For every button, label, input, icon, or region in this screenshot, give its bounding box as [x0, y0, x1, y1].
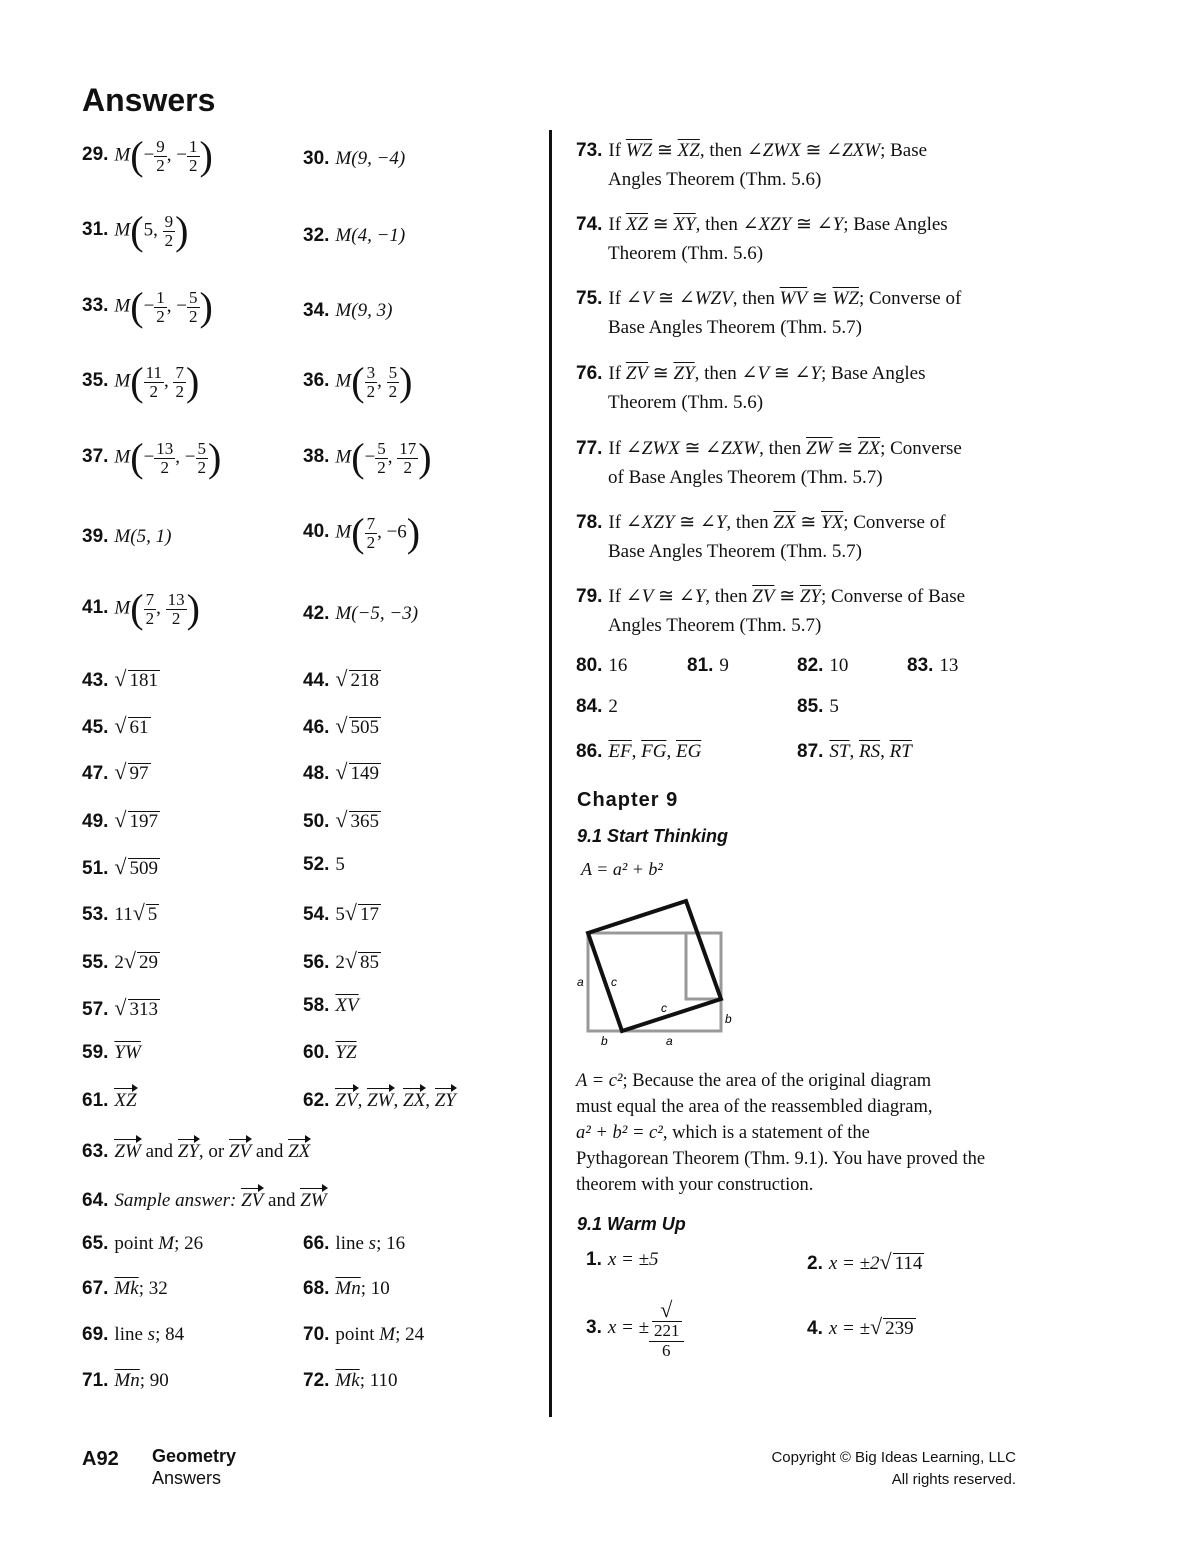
start-thinking-heading: 9.1 Start Thinking — [577, 826, 729, 846]
diagram-label-a-left: a — [577, 975, 584, 989]
answer-55: 55. 2√ 29 — [82, 948, 158, 973]
page-title: Answers — [82, 82, 216, 118]
answer-42: 42. M(−5, −3) — [303, 603, 419, 624]
answer-84: 84. 2 — [576, 696, 618, 717]
answer-35: 35. M( $\frac{11}{2}$ , $\frac{7}{2}$ ) — [82, 359, 200, 404]
answer-47: 47. √ 97 — [82, 759, 149, 784]
warmup-4: 4. x = ±√ 239 — [807, 1314, 914, 1339]
answer-77: 77. If ∠ZWX ≅ ∠ZXW, then $\overline{ZW}$ ≅ $\overline{ZX}$; Converse of Base Angles Theorem (Thm. 5.7) — [576, 438, 962, 488]
answer-78: 78. If ∠XZY ≅ ∠Y, then $\overline{ZX}$ ≅ $\overline{YX}$; Converse of Base Angles Theorem (Thm. 5.7) — [576, 512, 946, 562]
answer-79: 79. If ∠V ≅ ∠Y, then $\overline{ZV}$ ≅ $\overline{ZY}$; Converse of Base Angles Theorem (Thm. 5.7) — [576, 586, 966, 636]
diagram-label-b-bottom: b — [601, 1034, 608, 1048]
answer-80: 80. 16 — [576, 655, 628, 676]
answer-76: 76. If $\overline{ZV}$ ≅ $\overline{ZY}$, then ∠V ≅ ∠Y; Base Angles Theorem (Thm. 5.6) — [576, 363, 926, 413]
answer-53: 53. 11√ 5 — [82, 900, 158, 925]
answer-64: 64. Sample answer: ZV and ZW — [82, 1190, 327, 1211]
answer-54: 54. 5√ 17 — [303, 900, 379, 925]
answer-61: 61. XZ — [82, 1090, 137, 1111]
answer-82: 82. 10 — [797, 655, 849, 676]
answer-59: 59. $\overline{YW}$ — [82, 1042, 141, 1063]
answer-68: 68. $\overline{Mn}$; 10 — [303, 1278, 390, 1299]
answer-72: 72. $\overline{Mk}$; 110 — [303, 1370, 398, 1391]
warm-up-heading: 9.1 Warm Up — [577, 1214, 686, 1234]
answer-44: 44. √ 218 — [303, 666, 379, 691]
answer-69: 69. line s; 84 — [82, 1324, 185, 1345]
warmup-2: 2. x = ±2√ 114 — [807, 1249, 923, 1274]
warmup-3: 3. x = ± √ 221 6 — [586, 1298, 684, 1360]
pythagorean-explanation: A = c²; Because the area of the original diagram must equal the area of the reassembled diagram, a² + b² = c², which is a statement of the Pythagorean Theorem (Thm. 9.1). You have proved the theorem with your construction. — [576, 1071, 986, 1195]
answer-56: 56. 2√ 85 — [303, 948, 379, 973]
formula-area-ab: A = a² + b² — [581, 859, 663, 879]
answer-83: 83. 13 — [907, 655, 959, 676]
answer-29: 29. M(− $\frac{9}{2}$ , − $\frac{1}{2}$ ) — [82, 133, 213, 178]
diagram-label-b-right: b — [725, 1012, 732, 1026]
column-divider — [549, 130, 552, 1417]
footer-book-title: Geometry — [152, 1446, 237, 1466]
answer-60: 60. $\overline{YZ}$ — [303, 1042, 357, 1063]
answer-67: 67. $\overline{Mk}$; 32 — [82, 1278, 168, 1299]
answer-62: 62. ZV, ZW, ZX, ZY — [303, 1090, 456, 1111]
answer-71: 71. $\overline{Mn}$; 90 — [82, 1370, 169, 1391]
warmup-1: 1. x = ±5 — [586, 1249, 659, 1270]
answer-40: 40. M( $\frac{7}{2}$ , −6) — [303, 510, 421, 555]
footer-copyright — [771, 1447, 1016, 1491]
diagram-label-c-mid: c — [661, 1001, 667, 1015]
answer-46: 46. √ 505 — [303, 713, 379, 738]
answer-63: 63. ZW and ZY, or ZV and ZX — [82, 1141, 311, 1162]
answer-73: 73. If $\overline{WZ}$ ≅ $\overline{XZ}$, then ∠ZWX ≅ ∠ZXW; Base Angles Theorem (Thm. 5.6) — [576, 140, 928, 190]
answer-37: 37. M(− $\frac{13}{2}$ , − $\frac{5}{2}$ ) — [82, 435, 222, 480]
answer-39: 39. M(5, 1) — [82, 526, 172, 547]
answer-43: 43. √ 181 — [82, 666, 158, 691]
answer-32: 32. M(4, −1) — [303, 225, 406, 246]
footer-section: Answers — [152, 1468, 222, 1488]
answer-70: 70. point M; 24 — [303, 1324, 425, 1345]
answer-66: 66. line s; 16 — [303, 1233, 406, 1254]
answer-52: 52. 5 — [303, 854, 345, 875]
diagram-label-a-bottom: a — [666, 1034, 673, 1048]
answer-30: 30. M(9, −4) — [303, 148, 406, 169]
answer-38: 38. M(− $\frac{5}{2}$ , $\frac{17}{2}$ ) — [303, 435, 432, 480]
page-number: A92 — [82, 1448, 119, 1470]
answer-34: 34. M(9, 3) — [303, 300, 393, 321]
answer-36: 36. M( $\frac{3}{2}$ , $\frac{5}{2}$ ) — [303, 359, 413, 404]
answer-41: 41. M( $\frac{7}{2}$ , $\frac{13}{2}$ ) — [82, 586, 200, 631]
answer-87: 87. $\overline{ST}$, $\overline{RS}$, $\overline{RT}$ — [797, 741, 912, 762]
answer-48: 48. √ 149 — [303, 759, 379, 784]
rights-line: All rights reserved. — [891, 1471, 1016, 1488]
answer-86: 86. $\overline{EF}$, $\overline{FG}$, $\overline{EG}$ — [576, 741, 702, 762]
copyright-line: Copyright © Big Ideas Learning, LLC — [771, 1449, 1016, 1466]
answer-50: 50. √ 365 — [303, 807, 379, 832]
answer-31: 31. M(5, $\frac{9}{2}$ ) — [82, 208, 189, 253]
answer-75: 75. If ∠V ≅ ∠WZV, then $\overline{WV}$ ≅ $\overline{WZ}$; Converse of Base Angles Theorem (Thm. 5.7) — [576, 288, 962, 338]
diagram-dark-square — [588, 901, 721, 1031]
answer-45: 45. √ 61 — [82, 713, 149, 738]
answer-58: 58. $\overline{XV}$ — [303, 995, 359, 1016]
answer-85: 85. 5 — [797, 696, 839, 717]
pythagorean-diagram — [573, 893, 743, 1053]
answer-57: 57. √ 313 — [82, 995, 158, 1020]
answer-33: 33. M(− $\frac{1}{2}$ , − $\frac{5}{2}$ ) — [82, 284, 213, 329]
footer-book — [152, 1445, 236, 1489]
answer-51: 51. √ 509 — [82, 854, 158, 879]
answer-65: 65. point M; 26 — [82, 1233, 204, 1254]
answer-74: 74. If $\overline{XZ}$ ≅ $\overline{XY}$, then ∠XZY ≅ ∠Y; Base Angles Theorem (Thm. 5.6) — [576, 214, 948, 264]
answer-81: 81. 9 — [687, 655, 729, 676]
diagram-label-c-left: c — [611, 975, 617, 989]
chapter-heading: Chapter 9 — [577, 789, 679, 811]
answer-49: 49. √ 197 — [82, 807, 158, 832]
